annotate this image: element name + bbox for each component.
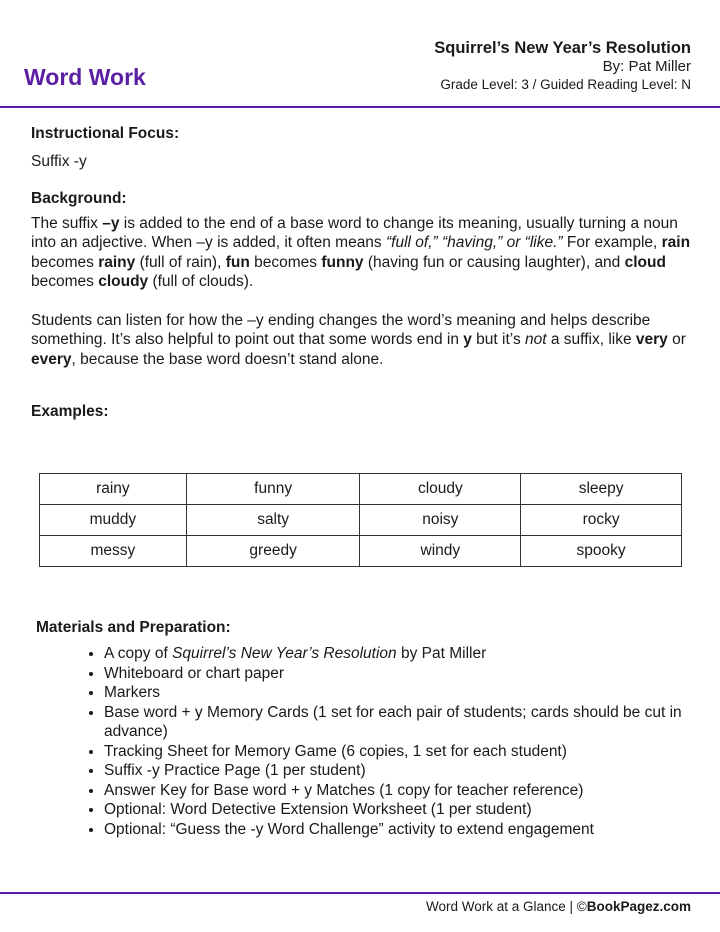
page-footer xyxy=(426,899,691,914)
section-title: Word Work xyxy=(24,64,146,90)
list-item: • Whiteboard or chart paper xyxy=(104,664,686,684)
reading-level: Grade Level: 3 / Guided Reading Level: N xyxy=(440,77,691,92)
examples-table xyxy=(39,473,682,567)
footer-text: Word Work at a Glance | © xyxy=(425,899,587,914)
book-info xyxy=(434,38,691,94)
main-content xyxy=(31,124,691,422)
list-item: • Markers xyxy=(104,683,686,703)
table-cell: rainy xyxy=(40,474,187,505)
materials-list xyxy=(36,644,686,839)
footer-divider xyxy=(0,892,720,894)
list-item: • Answer Key for Base word + y Matches (1 copy for teacher reference) xyxy=(104,781,686,801)
list-item: • Suffix -y Practice Page (1 per student) xyxy=(104,761,686,781)
materials-heading: Materials and Preparation: xyxy=(36,619,231,636)
list-item: • A copy of Squirrel’s New Year’s Resolution by Pat Miller xyxy=(104,644,686,664)
table-row xyxy=(40,505,682,536)
background-paragraph-2: Students can listen for how the –y ending changes the word’s meaning and helps describe something. It’s also helpful to point out that some words end in y but it’s not a suffix, like very or every, because the base word doesn’t stand alone. xyxy=(31,311,686,368)
page-header xyxy=(0,0,720,110)
table-row xyxy=(40,474,682,505)
list-item: • Optional: “Guess the -y Word Challenge” activity to extend engagement xyxy=(104,820,686,840)
table-cell: muddy xyxy=(40,505,187,536)
background-heading: Background: xyxy=(31,189,127,207)
table-cell: spooky xyxy=(521,536,682,567)
table-row xyxy=(40,536,682,567)
table-cell: noisy xyxy=(360,505,521,536)
focus-value: Suffix -y xyxy=(31,153,87,170)
table-cell: greedy xyxy=(186,536,360,567)
list-item: • Optional: Word Detective Extension Worksheet (1 per student) xyxy=(104,800,686,820)
examples-heading: Examples: xyxy=(31,403,109,420)
table-cell: messy xyxy=(40,536,187,567)
table-cell: salty xyxy=(186,505,360,536)
table-cell: windy xyxy=(360,536,521,567)
background-paragraph-1: The suffix –y is added to the end of a base word to change its meaning, usually turning a noun into an adjective. When –y is added, it often means “full of,” “having,” or “like.” For example, rain becomes rainy (full of rain), fun becomes funny (having fun or causing laughter), and cloud becomes cloudy (full of clouds). xyxy=(31,214,691,290)
materials-section xyxy=(36,618,686,839)
table-cell: sleepy xyxy=(521,474,682,505)
list-item: • Base word + y Memory Cards (1 set for each pair of students; cards should be cut in advance) xyxy=(104,703,686,742)
footer-brand: BookPagez.com xyxy=(586,899,691,914)
table-cell: cloudy xyxy=(360,474,521,505)
focus-heading: Instructional Focus: xyxy=(31,125,180,142)
book-title: Squirrel’s New Year’s Resolution xyxy=(434,39,691,57)
header-divider xyxy=(0,106,720,108)
table-cell: funny xyxy=(186,474,360,505)
table-cell: rocky xyxy=(521,505,682,536)
list-item: • Tracking Sheet for Memory Game (6 copies, 1 set for each student) xyxy=(104,742,686,762)
book-author: By: Pat Miller xyxy=(602,58,691,75)
